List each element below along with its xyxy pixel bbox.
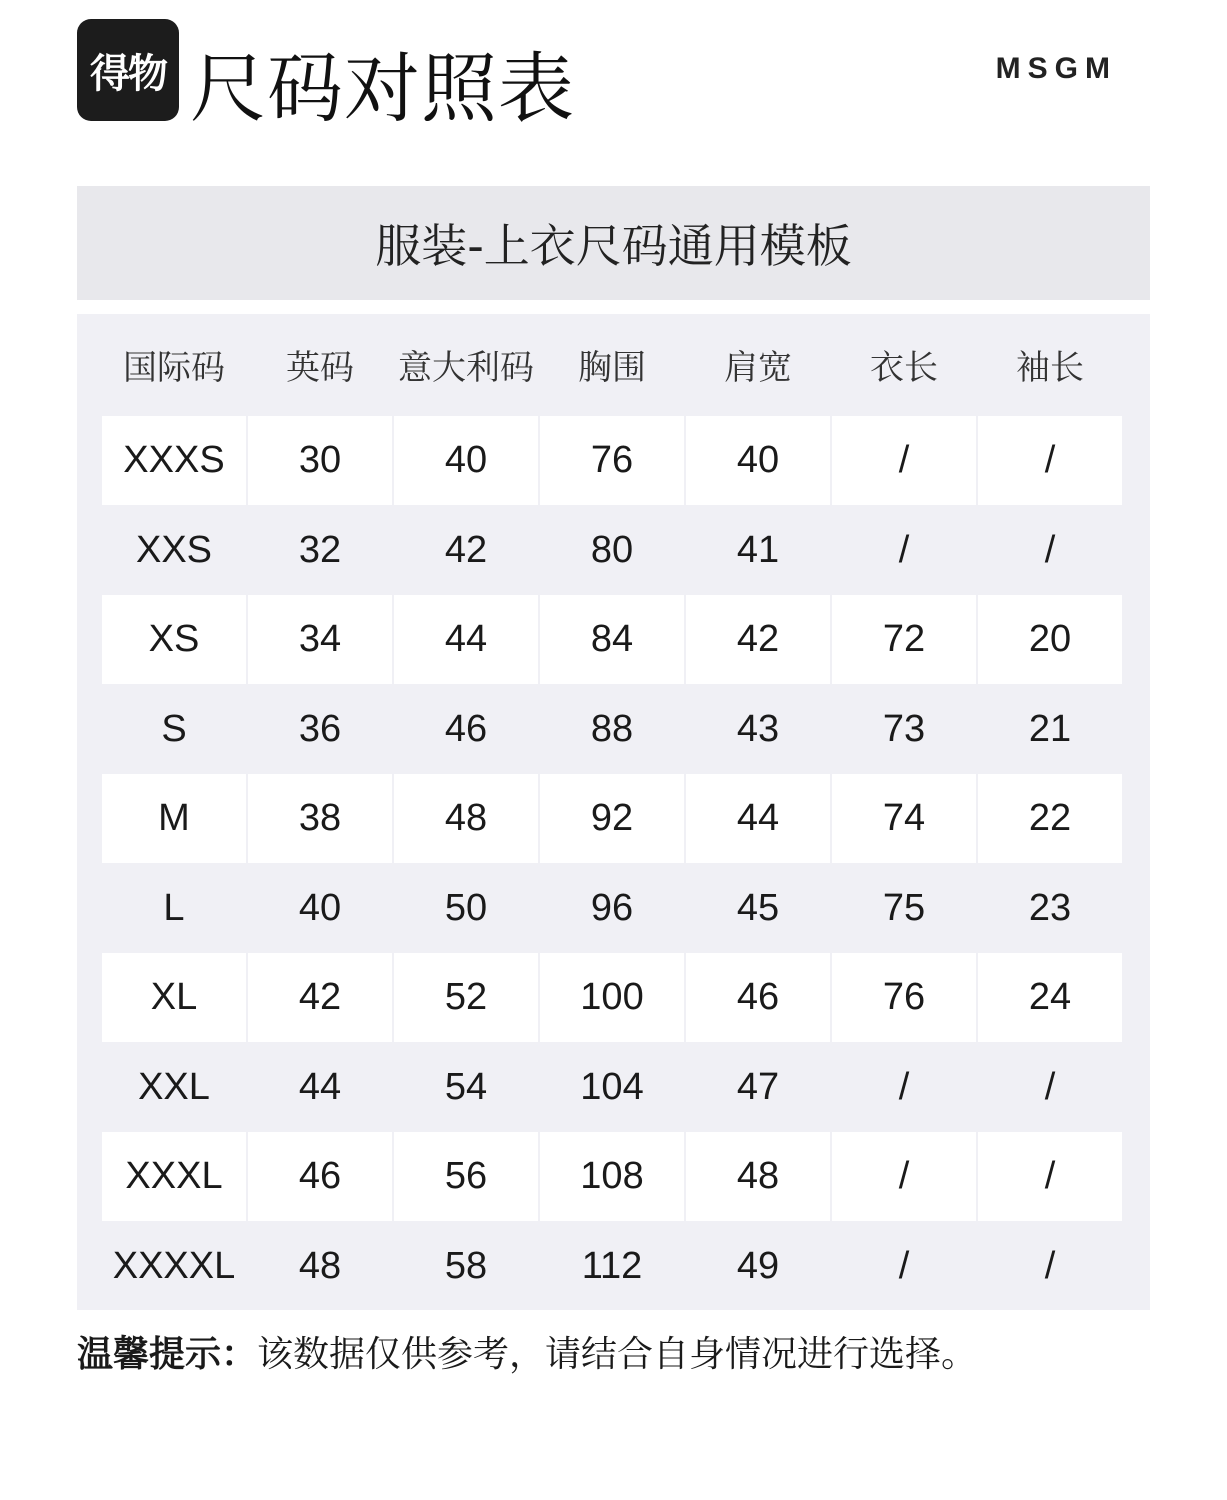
table-cell: XXL bbox=[138, 1065, 210, 1108]
table-cell: 40 bbox=[298, 886, 342, 929]
tip-label: 温馨提示： bbox=[77, 1334, 258, 1375]
table-cell: 40 bbox=[686, 416, 830, 505]
size-table bbox=[77, 314, 1150, 1310]
table-cell: 41 bbox=[736, 528, 780, 571]
table-cell: 58 bbox=[444, 1244, 488, 1287]
table-cell: 44 bbox=[686, 774, 830, 863]
table-cell: XS bbox=[102, 595, 246, 684]
header-cell: 肩宽 bbox=[724, 348, 792, 388]
table-row bbox=[102, 416, 1124, 505]
table-cell: M bbox=[102, 774, 246, 863]
table-row bbox=[102, 864, 1124, 953]
table-row bbox=[102, 1043, 1124, 1132]
table-cell: / bbox=[832, 1132, 976, 1221]
dewu-logo bbox=[77, 19, 179, 121]
table-subtitle-bar bbox=[77, 186, 1150, 300]
table-cell: 50 bbox=[444, 886, 488, 929]
table-row bbox=[102, 685, 1124, 774]
table-cell: 44 bbox=[394, 595, 538, 684]
header-cell: 胸围 bbox=[578, 348, 646, 388]
table-cell: / bbox=[1044, 528, 1056, 571]
table-cell: 46 bbox=[444, 707, 488, 750]
table-cell: 80 bbox=[590, 528, 634, 571]
table-row bbox=[102, 953, 1124, 1042]
page-title: 尺码对照表 bbox=[190, 44, 575, 133]
table-cell: 48 bbox=[298, 1244, 342, 1287]
table-cell: / bbox=[898, 528, 910, 571]
table-cell: 75 bbox=[882, 886, 926, 929]
table-cell: 42 bbox=[444, 528, 488, 571]
table-cell: 100 bbox=[540, 953, 684, 1042]
header-cell: 国际码 bbox=[123, 348, 225, 388]
table-cell: 49 bbox=[736, 1244, 780, 1287]
table-cell: 54 bbox=[444, 1065, 488, 1108]
table-cell: 21 bbox=[1028, 707, 1072, 750]
table-cell: / bbox=[832, 416, 976, 505]
table-cell: / bbox=[898, 1065, 910, 1108]
table-cell: 42 bbox=[248, 953, 392, 1042]
header-cell: 意大利码 bbox=[398, 348, 534, 388]
table-cell: 38 bbox=[248, 774, 392, 863]
table-cell: / bbox=[978, 416, 1122, 505]
tip-text: 该数据仅供参考，请结合自身情况进行选择。 bbox=[257, 1334, 978, 1375]
table-cell: 42 bbox=[686, 595, 830, 684]
table-cell: 44 bbox=[298, 1065, 342, 1108]
table-cell: 104 bbox=[580, 1065, 644, 1108]
table-cell: / bbox=[978, 1132, 1122, 1221]
table-row bbox=[102, 595, 1124, 684]
table-row bbox=[102, 774, 1124, 863]
table-row bbox=[102, 1132, 1124, 1221]
header-cell: 衣长 bbox=[870, 348, 938, 388]
table-cell: 88 bbox=[590, 707, 634, 750]
table-cell: 72 bbox=[832, 595, 976, 684]
table-cell: / bbox=[1044, 1244, 1056, 1287]
table-cell: 92 bbox=[540, 774, 684, 863]
table-cell: 32 bbox=[298, 528, 342, 571]
table-cell: 73 bbox=[882, 707, 926, 750]
table-cell: 56 bbox=[394, 1132, 538, 1221]
table-cell: 40 bbox=[394, 416, 538, 505]
table-header-row bbox=[102, 314, 1124, 415]
table-cell: 48 bbox=[686, 1132, 830, 1221]
table-cell: 96 bbox=[590, 886, 634, 929]
table-cell: 30 bbox=[248, 416, 392, 505]
table-cell: 76 bbox=[540, 416, 684, 505]
table-cell: 36 bbox=[298, 707, 342, 750]
table-cell: 84 bbox=[540, 595, 684, 684]
table-cell: 20 bbox=[978, 595, 1122, 684]
header-cell: 英码 bbox=[286, 348, 354, 388]
table-cell: 23 bbox=[1028, 886, 1072, 929]
table-cell: 43 bbox=[736, 707, 780, 750]
table-cell: 45 bbox=[736, 886, 780, 929]
table-cell: S bbox=[161, 707, 187, 750]
table-cell: XXS bbox=[135, 528, 213, 571]
table-cell: 74 bbox=[832, 774, 976, 863]
table-cell: 52 bbox=[394, 953, 538, 1042]
brand-name: MSGM bbox=[995, 52, 1117, 85]
table-cell: XXXL bbox=[102, 1132, 246, 1221]
table-cell: 22 bbox=[978, 774, 1122, 863]
tip-note bbox=[77, 1328, 977, 1382]
table-cell: L bbox=[163, 886, 185, 929]
table-cell: 48 bbox=[394, 774, 538, 863]
table-cell: 34 bbox=[248, 595, 392, 684]
table-row bbox=[102, 506, 1124, 595]
table-cell: 24 bbox=[978, 953, 1122, 1042]
table-cell: 108 bbox=[540, 1132, 684, 1221]
table-cell: XXXS bbox=[102, 416, 246, 505]
table-cell: 46 bbox=[248, 1132, 392, 1221]
table-cell: 112 bbox=[581, 1244, 643, 1287]
logo-text: 得物 bbox=[90, 50, 166, 97]
table-cell: 47 bbox=[736, 1065, 780, 1108]
table-cell: / bbox=[1044, 1065, 1056, 1108]
table-cell: 76 bbox=[832, 953, 976, 1042]
table-cell: XL bbox=[102, 953, 246, 1042]
table-cell: XXXXL bbox=[112, 1244, 236, 1287]
table-cell: 46 bbox=[686, 953, 830, 1042]
header-cell: 袖长 bbox=[1016, 348, 1084, 388]
table-row bbox=[102, 1222, 1124, 1311]
table-subtitle: 服装-上衣尺码通用模板 bbox=[375, 219, 852, 273]
table-cell: / bbox=[898, 1244, 910, 1287]
